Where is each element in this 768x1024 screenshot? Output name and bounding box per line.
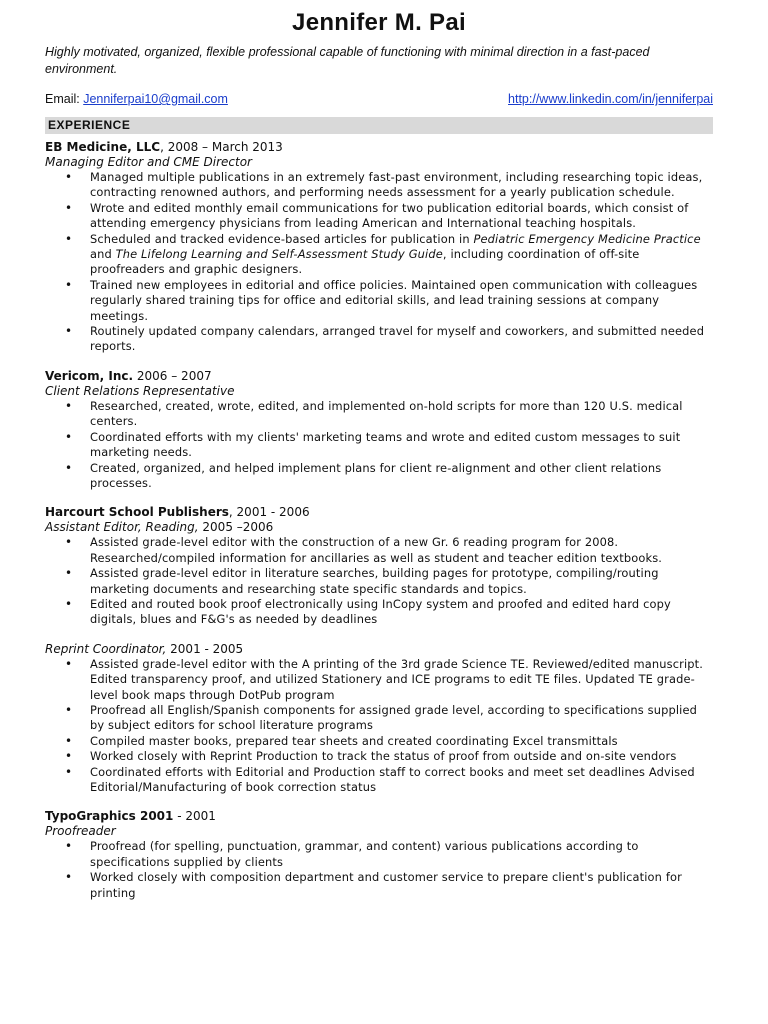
employment-dates: - 2001 xyxy=(173,809,216,824)
responsibility-list xyxy=(45,170,713,355)
role-name: Reprint Coordinator, xyxy=(45,641,167,656)
responsibility-list xyxy=(45,657,713,796)
employment-dates: 2006 – 2007 xyxy=(133,368,212,383)
responsibility-item: • Compiled master books, prepared tear sheets and created coordinating Excel transmittals xyxy=(90,734,713,749)
employment-dates: , 2001 - 2006 xyxy=(228,505,310,520)
responsibility-item: • Proofread (for spelling, punctuation, grammar, and content) various publications according to specifications supplied by clients xyxy=(90,839,713,870)
responsibility-item: • Coordinated efforts with Editorial and Production staff to correct books and meet set deadlines Advised Editorial/Manufacturing of book correction status xyxy=(90,765,713,796)
responsibility-item: • Assisted grade-level editor in literature searches, building pages for prototype, compiling/routing marketing documents and researching state specific standards and topics. xyxy=(90,566,713,597)
experience-list xyxy=(45,140,713,901)
role-title xyxy=(45,520,713,535)
responsibility-item: • Routinely updated company calendars, arranged travel for myself and coworkers, and submitted needed reports. xyxy=(90,324,713,355)
role-name: Assistant Editor, Reading, xyxy=(45,520,199,535)
employer-name: Harcourt School Publishers xyxy=(45,505,229,520)
responsibility-item: • Worked closely with composition department and customer service to prepare client's publication for printing xyxy=(90,870,713,901)
employer-name: TypoGraphics 2001 xyxy=(45,809,174,824)
responsibility-item: • Scheduled and tracked evidence-based articles for publication in Pediatric Emergency Medicine Practice and The Lifelong Learning and Self-Assessment Study Guide, including coordination of off-site proofreaders and graphic designers. xyxy=(90,232,713,278)
responsibility-item: • Managed multiple publications in an extremely fast-past environment, including researching topic ideas, contracting renowned authors, and performing needs assessment for a yearly publication schedule. xyxy=(90,170,713,201)
contact-row xyxy=(45,91,713,107)
role-title xyxy=(45,155,713,170)
responsibility-item: • Assisted grade-level editor with the A printing of the 3rd grade Science TE. Reviewed/edited manuscript. Edited transparency proof, and utilized Stationery and ICE programs to edit TE files. Updated TE grade-level book maps through DotPub program xyxy=(90,657,713,703)
role-title xyxy=(45,824,713,839)
email-label: Email: xyxy=(45,92,84,106)
job-header xyxy=(45,140,713,155)
responsibility-item: • Wrote and edited monthly email communications for two publication editorial boards, which consist of attending emergency physicians from leading American and International teaching hospitals. xyxy=(90,201,713,232)
responsibility-item: • Worked closely with Reprint Production to track the status of proof from outside and on-site vendors xyxy=(90,749,713,764)
job-header xyxy=(45,369,713,384)
responsibility-list xyxy=(45,535,713,627)
job-entry xyxy=(45,140,713,355)
job-entry xyxy=(45,809,713,901)
responsibility-item: • Assisted grade-level editor with the construction of a new Gr. 6 reading program for 2008. Researched/compiled information for ancillaries as well as student and teacher edition textbooks. xyxy=(90,535,713,566)
job-header xyxy=(45,809,713,824)
role-name: Client Relations Representative xyxy=(45,383,235,398)
role-name: Managing Editor and CME Director xyxy=(45,155,252,169)
job-header xyxy=(45,505,713,520)
section-header-experience: EXPERIENCE xyxy=(45,117,713,134)
responsibility-list xyxy=(45,839,713,901)
resume-page xyxy=(45,8,713,915)
professional-summary: Highly motivated, organized, flexible professional capable of functioning with minimal direction in a fast-paced environment. xyxy=(45,45,650,76)
responsibility-item: • Proofread all English/Spanish components for assigned grade level, according to specifications supplied by subject editors for school literature programs xyxy=(90,703,713,734)
job-entry xyxy=(45,369,713,491)
responsibility-list xyxy=(45,399,713,491)
responsibility-item: • Edited and routed book proof electronically using InCopy system and proofed and edited hard copy digitals, blues and F&G's as needed by deadlines xyxy=(90,597,713,628)
responsibility-item: • Created, organized, and helped implement plans for client re-alignment and other client relations processes. xyxy=(90,461,713,492)
role-title xyxy=(45,384,713,399)
responsibility-item: • Researched, created, wrote, edited, and implemented on-hold scripts for more than 120 U.S. medical centers. xyxy=(90,399,713,430)
employer-name: Vericom, Inc. xyxy=(45,368,134,383)
job-entry xyxy=(45,505,713,795)
responsibility-item: • Trained new employees in editorial and office policies. Maintained open communication with colleagues regularly shared training tips for office and editorial skills, and lead training sessions at company meetings. xyxy=(90,278,713,324)
linkedin-link[interactable]: http://www.linkedin.com/in/jenniferpai xyxy=(508,92,713,106)
role-dates: 2001 - 2005 xyxy=(166,641,244,656)
role-name: Proofreader xyxy=(45,824,116,839)
publication-title: Pediatric Emergency Medicine Practice xyxy=(473,231,701,246)
candidate-name: Jennifer M. Pai xyxy=(292,9,466,36)
email-line xyxy=(45,91,228,107)
role-dates: 2005 –2006 xyxy=(198,520,274,535)
employment-dates: , 2008 – March 2013 xyxy=(160,140,283,154)
publication-title: The Lifelong Learning and Self-Assessment Study Guide xyxy=(115,247,443,262)
responsibility-item: • Coordinated efforts with my clients' marketing teams and wrote and edited custom messages to suit marketing needs. xyxy=(90,430,713,461)
email-link[interactable]: Jenniferpai10@gmail.com xyxy=(83,92,228,106)
employer-name: EB Medicine, LLC xyxy=(45,140,161,154)
role-title xyxy=(45,642,713,657)
